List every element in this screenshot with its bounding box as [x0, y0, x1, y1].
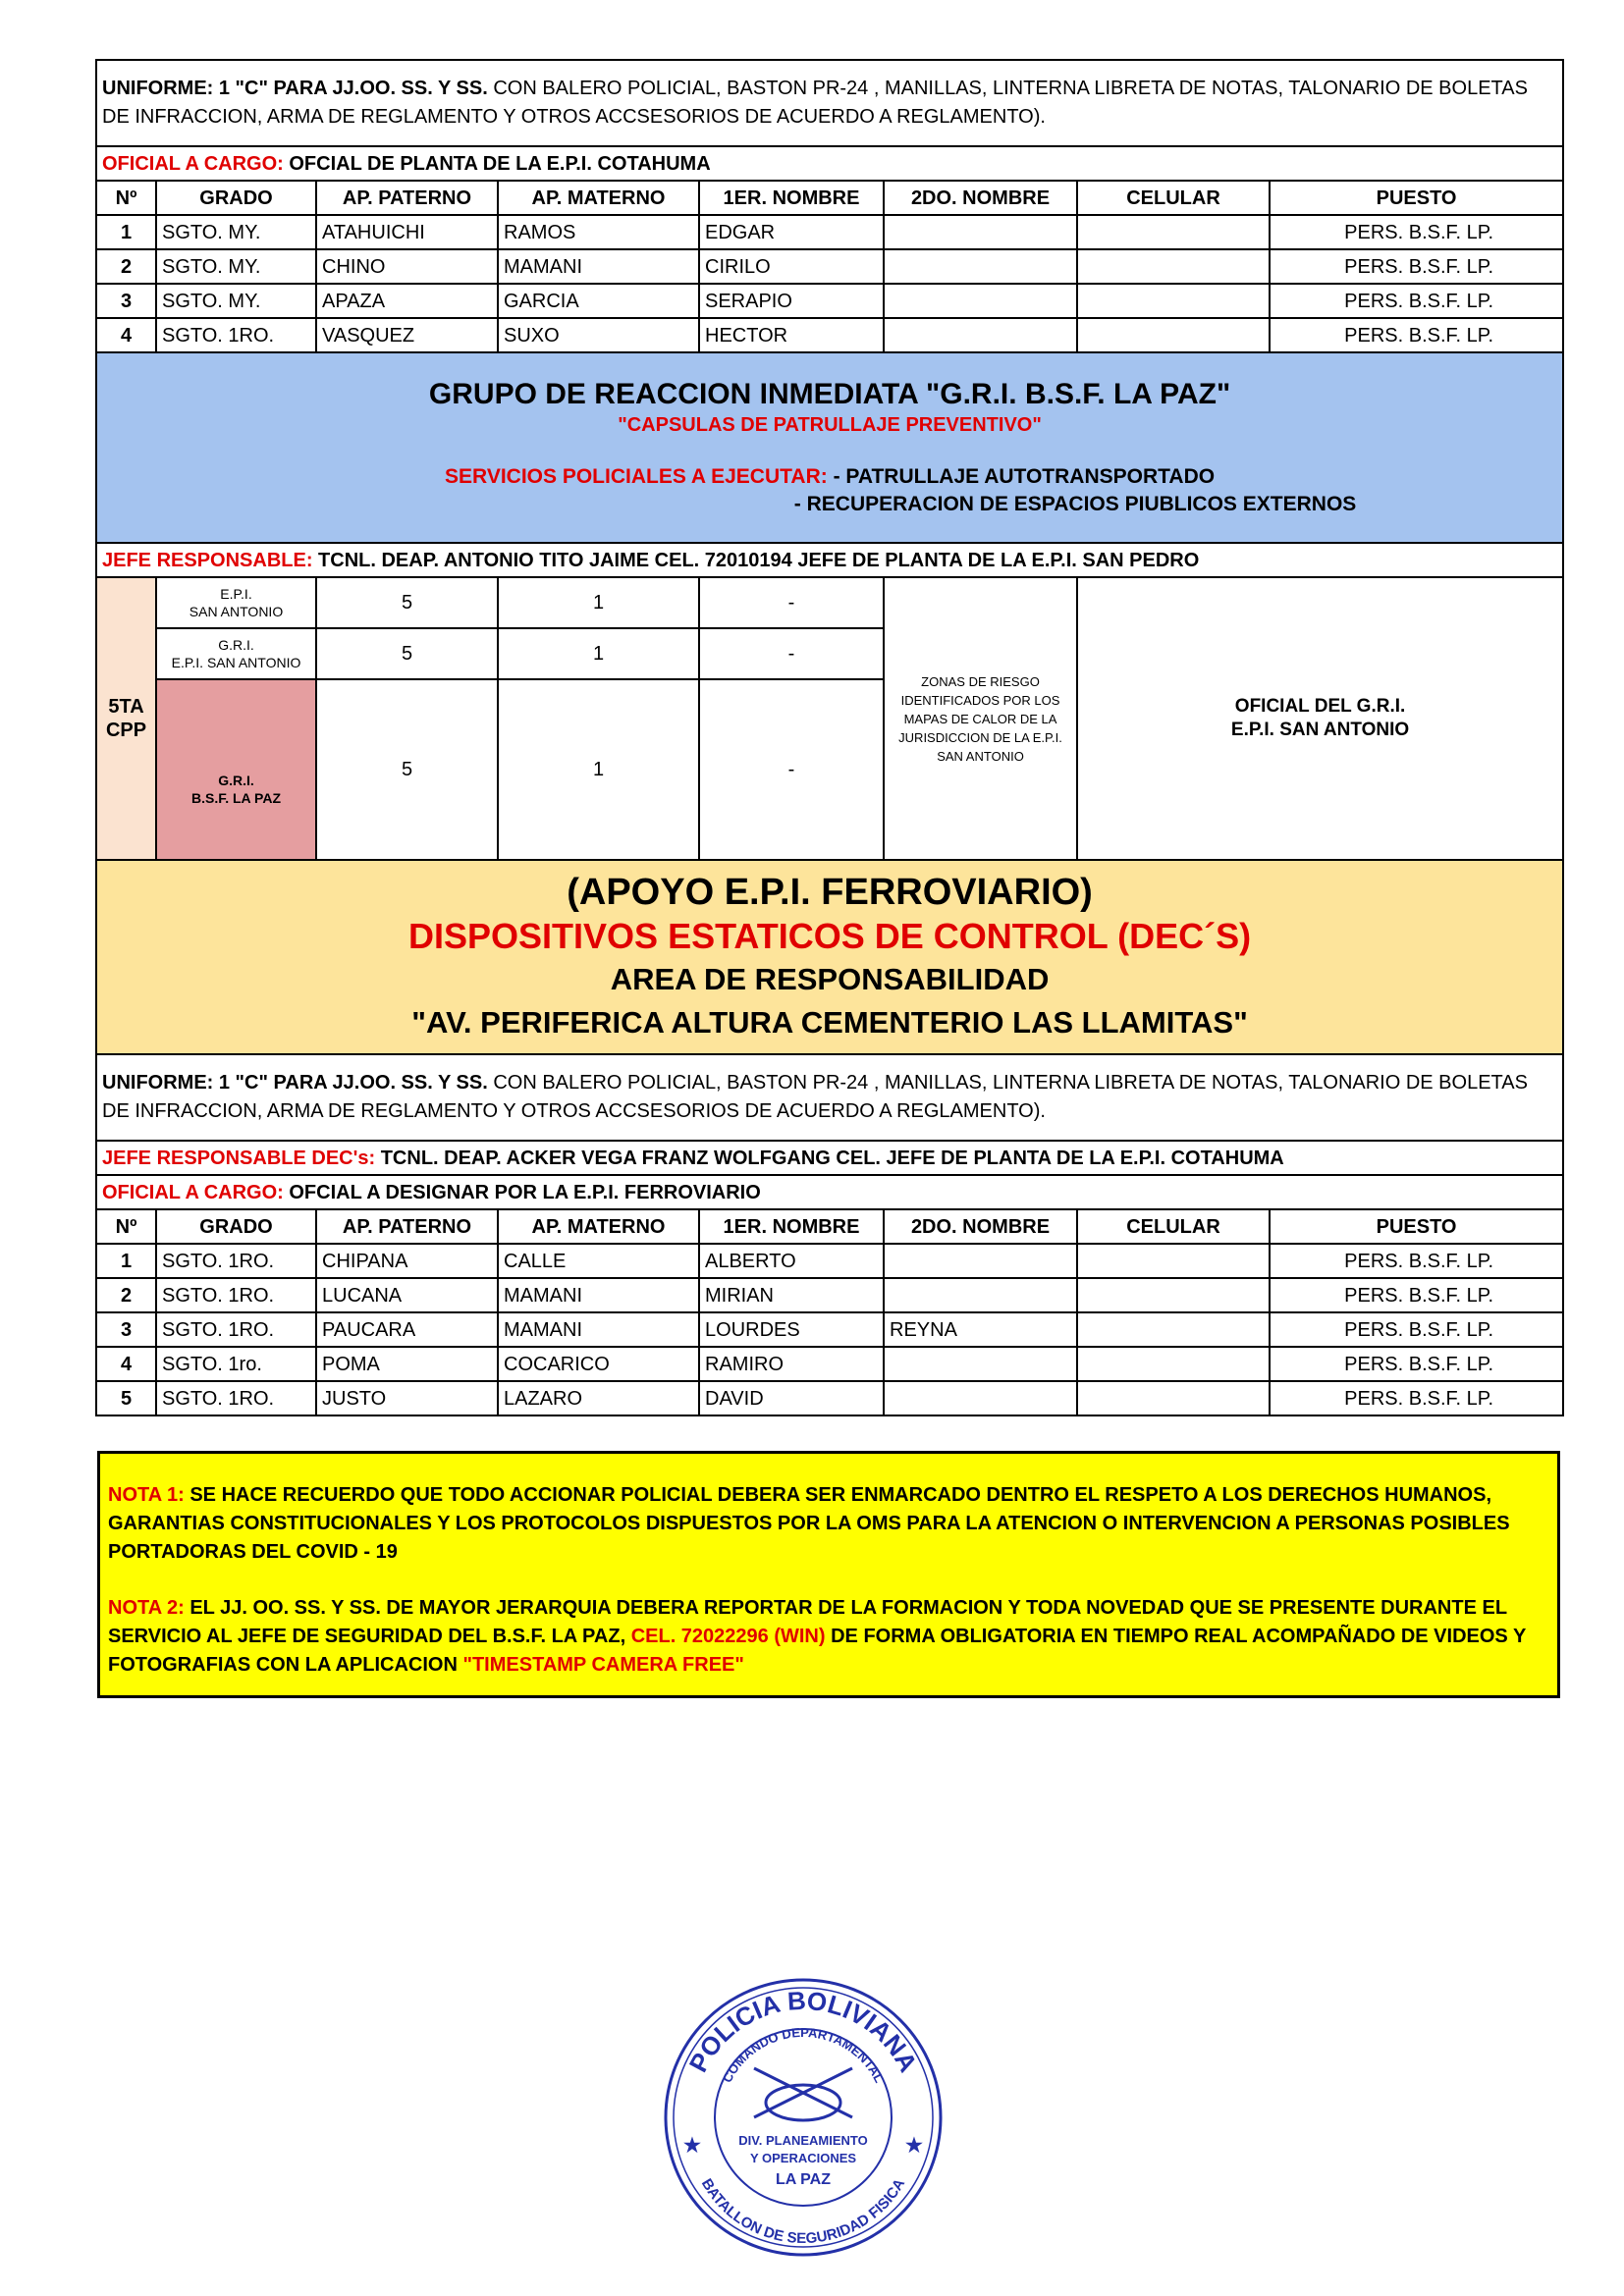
cell-celular: [1077, 284, 1270, 318]
gri-unit-3-c: -: [699, 679, 884, 860]
services-label: SERVICIOS POLICIALES A EJECUTAR:: [445, 465, 828, 488]
cell-nombre2: [884, 249, 1077, 284]
dec-officer-label: OFICIAL A CARGO:: [102, 1181, 284, 1203]
table-row: [96, 284, 1563, 318]
cell-grado: SGTO. 1RO.: [156, 1278, 316, 1312]
officer-row: [96, 146, 1563, 181]
dec-uniform-label: UNIFORME: 1 "C" PARA JJ.OO. SS. Y SS.: [102, 1072, 488, 1094]
cell-paterno: LUCANA: [316, 1278, 498, 1312]
table-row: [96, 1312, 1563, 1347]
cell-nombre1: LOURDES: [699, 1312, 884, 1347]
gri-title: GRUPO DE REACCION INMEDIATA "G.R.I. B.S.F. LA PAZ": [428, 378, 1231, 410]
notes-box: [97, 1451, 1560, 1698]
gri-chief-text: TCNL. DEAP. ANTONIO TITO JAIME CEL. 72010194 JEFE DE PLANTA DE LA E.P.I. SAN PEDRO: [312, 549, 1200, 571]
cell-n: 1: [96, 1244, 156, 1278]
header-nombre2: 2DO. NOMBRE: [884, 181, 1077, 215]
cell-grado: SGTO. 1RO.: [156, 1312, 316, 1347]
gri-chief-row: [96, 543, 1563, 577]
seal-center-3: LA PAZ: [776, 2171, 831, 2188]
cell-materno: RAMOS: [498, 215, 699, 249]
cell-celular: [1077, 1312, 1270, 1347]
header2-materno: AP. MATERNO: [498, 1209, 699, 1244]
header-n: Nº: [96, 181, 156, 215]
note-2-text-b: DE FORMA OBLIGATORIA EN TIEMPO REAL ACOMPAÑADO DE VIDEOS Y FOTOGRAFIAS CON LA APLICACION: [108, 1626, 1526, 1676]
note-2-app: "TIMESTAMP CAMERA FREE": [462, 1654, 744, 1676]
header-grado: GRADO: [156, 181, 316, 215]
cell-paterno: ATAHUICHI: [316, 215, 498, 249]
cell-materno: LAZARO: [498, 1381, 699, 1415]
dec-chief-row: [96, 1141, 1563, 1175]
cell-grado: SGTO. MY.: [156, 284, 316, 318]
cell-grado: SGTO. 1ro.: [156, 1347, 316, 1381]
gri-unit-2-a: 5: [316, 628, 498, 679]
dec-officer-text: OFCIAL A DESIGNAR POR LA E.P.I. FERROVIARIO: [283, 1181, 761, 1203]
gri-unit-1: E.P.I. SAN ANTONIO: [156, 577, 316, 628]
cell-n: 1: [96, 215, 156, 249]
cell-paterno: CHINO: [316, 249, 498, 284]
officer-text: OFCIAL DE PLANTA DE LA E.P.I. COTAHUMA: [283, 152, 711, 175]
roster-2-body: [96, 1244, 1563, 1415]
cell-celular: [1077, 249, 1270, 284]
cell-nombre2: [884, 318, 1077, 352]
service-2: - RECUPERACION DE ESPACIOS PIUBLICOS EXTERNOS: [793, 493, 1357, 515]
cell-n: 4: [96, 318, 156, 352]
header-materno: AP. MATERNO: [498, 181, 699, 215]
header2-nombre1: 1ER. NOMBRE: [699, 1209, 884, 1244]
cell-celular: [1077, 1244, 1270, 1278]
table-row: [96, 318, 1563, 352]
cell-materno: MAMANI: [498, 1312, 699, 1347]
seal-star-right-icon: ★: [905, 2135, 923, 2157]
cell-paterno: APAZA: [316, 284, 498, 318]
gri-subtitle: "CAPSULAS DE PATRULLAJE PREVENTIVO": [618, 414, 1042, 436]
table-header-2: [96, 1209, 1563, 1244]
seal-bottom-text: BATALLON DE SEGURIDAD FISICA: [697, 2175, 909, 2248]
note-1-label: NOTA 1:: [108, 1484, 185, 1506]
seal-center-1: DIV. PLANEAMIENTO: [738, 2133, 868, 2148]
oficial-gri-cell: OFICIAL DEL G.R.I. E.P.I. SAN ANTONIO: [1077, 577, 1563, 860]
dec-line-2: DISPOSITIVOS ESTATICOS DE CONTROL (DEC´S): [408, 916, 1252, 956]
cell-puesto: PERS. B.S.F. LP.: [1270, 1312, 1563, 1347]
cell-n: 4: [96, 1347, 156, 1381]
note-2-label: NOTA 2:: [108, 1597, 185, 1619]
cell-grado: SGTO. MY.: [156, 249, 316, 284]
cell-puesto: PERS. B.S.F. LP.: [1270, 1347, 1563, 1381]
roster-1-body: [96, 215, 1563, 352]
uniform-text: CON BALERO POLICIAL, BASTON PR-24 , MANILLAS, LINTERNA LIBRETA DE NOTAS, TALONARIO DE BOLETAS DE INFRACCION, ARMA DE REGLAMENTO Y OTROS ACCSESORIOS DE ACUERDO A REGLAMENTO).: [102, 78, 1528, 128]
zona-cell: ZONAS DE RIESGO IDENTIFICADOS POR LOS MAPAS DE CALOR DE LA JURISDICCION DE LA E.P.I. SAN ANTONIO: [884, 577, 1077, 860]
note-1: [108, 1481, 1549, 1567]
police-seal-stamp: [656, 1970, 950, 2265]
cell-nombre1: HECTOR: [699, 318, 884, 352]
dec-banner: [96, 860, 1563, 1054]
cell-celular: [1077, 1381, 1270, 1415]
header2-paterno: AP. PATERNO: [316, 1209, 498, 1244]
cell-materno: SUXO: [498, 318, 699, 352]
cell-nombre2: [884, 1278, 1077, 1312]
uniform-label: UNIFORME: 1 "C" PARA JJ.OO. SS. Y SS.: [102, 78, 488, 99]
cell-nombre2: [884, 1347, 1077, 1381]
cell-puesto: PERS. B.S.F. LP.: [1270, 249, 1563, 284]
cell-materno: MAMANI: [498, 249, 699, 284]
table-row: [96, 215, 1563, 249]
cell-paterno: PAUCARA: [316, 1312, 498, 1347]
cell-puesto: PERS. B.S.F. LP.: [1270, 1244, 1563, 1278]
seal-outer-text: POLICIA BOLIVIANA: [682, 1985, 924, 2077]
dec-line-3: AREA DE RESPONSABILIDAD: [610, 962, 1050, 996]
gri-unit-2-c: -: [699, 628, 884, 679]
cell-puesto: PERS. B.S.F. LP.: [1270, 1381, 1563, 1415]
seal-emblem-icon: [754, 2068, 852, 2120]
seal-star-left-icon: ★: [683, 2135, 701, 2157]
service-1: - PATRULLAJE AUTOTRANSPORTADO: [827, 465, 1216, 488]
header2-nombre2: 2DO. NOMBRE: [884, 1209, 1077, 1244]
cell-materno: CALLE: [498, 1244, 699, 1278]
cell-celular: [1077, 1347, 1270, 1381]
gri-unit-2-b: 1: [498, 628, 699, 679]
cell-nombre1: RAMIRO: [699, 1347, 884, 1381]
cell-celular: [1077, 1278, 1270, 1312]
header2-celular: CELULAR: [1077, 1209, 1270, 1244]
cell-paterno: CHIPANA: [316, 1244, 498, 1278]
cell-paterno: JUSTO: [316, 1381, 498, 1415]
gri-unit-3: G.R.I. B.S.F. LA PAZ: [156, 679, 316, 860]
dec-officer-row: [96, 1175, 1563, 1209]
cell-nombre1: MIRIAN: [699, 1278, 884, 1312]
note-2: [108, 1594, 1549, 1680]
cell-nombre2: [884, 1381, 1077, 1415]
cell-puesto: PERS. B.S.F. LP.: [1270, 318, 1563, 352]
cell-puesto: PERS. B.S.F. LP.: [1270, 1278, 1563, 1312]
dec-line-4: "AV. PERIFERICA ALTURA CEMENTERIO LAS LLAMITAS": [411, 1005, 1248, 1040]
cell-grado: SGTO. 1RO.: [156, 1381, 316, 1415]
cell-nombre1: CIRILO: [699, 249, 884, 284]
dec-chief-text: TCNL. DEAP. ACKER VEGA FRANZ WOLFGANG CEL. JEFE DE PLANTA DE LA E.P.I. COTAHUMA: [375, 1147, 1284, 1169]
cell-nombre1: SERAPIO: [699, 284, 884, 318]
gri-unit-3-b: 1: [498, 679, 699, 860]
cell-materno: GARCIA: [498, 284, 699, 318]
header-nombre1: 1ER. NOMBRE: [699, 181, 884, 215]
cell-nombre1: DAVID: [699, 1381, 884, 1415]
note-2-text-a: EL JJ. OO. SS. Y SS. DE MAYOR JERARQUIA DEBERA REPORTAR DE LA FORMACION Y TODA NOVEDAD QUE SE PRESENTE DURANTE EL SERVICIO AL JEFE DE SEGURIDAD DEL B.S.F. LA PAZ,: [108, 1597, 1507, 1647]
cell-grado: SGTO. 1RO.: [156, 318, 316, 352]
cell-puesto: PERS. B.S.F. LP.: [1270, 284, 1563, 318]
dec-chief-label: JEFE RESPONSABLE DEC's:: [102, 1147, 376, 1169]
note-2-phone: CEL. 72022296 (WIN): [630, 1626, 826, 1647]
cell-nombre2: [884, 284, 1077, 318]
cell-nombre2: [884, 1244, 1077, 1278]
header2-n: Nº: [96, 1209, 156, 1244]
table-row: [96, 1347, 1563, 1381]
gri-chief-label: JEFE RESPONSABLE:: [102, 549, 313, 571]
seal-ring-text: COMANDO DEPARTAMENTAL: [719, 2024, 888, 2086]
unit-cell: 5TA CPP: [96, 577, 156, 860]
header-celular: CELULAR: [1077, 181, 1270, 215]
gri-unit-1-a: 5: [316, 577, 498, 628]
cell-nombre2: REYNA: [884, 1312, 1077, 1347]
gri-unit-1-b: 1: [498, 577, 699, 628]
header-puesto: PUESTO: [1270, 181, 1563, 215]
table-header: [96, 181, 1563, 215]
dec-uniform-text: CON BALERO POLICIAL, BASTON PR-24 , MANILLAS, LINTERNA LIBRETA DE NOTAS, TALONARIO DE BOLETAS DE INFRACCION, ARMA DE REGLAMENTO Y OTROS ACCSESORIOS DE ACUERDO A REGLAMENTO).: [102, 1072, 1528, 1122]
cell-celular: [1077, 318, 1270, 352]
cell-grado: SGTO. 1RO.: [156, 1244, 316, 1278]
cell-paterno: VASQUEZ: [316, 318, 498, 352]
cell-puesto: PERS. B.S.F. LP.: [1270, 215, 1563, 249]
dec-line-1: (APOYO E.P.I. FERROVIARIO): [567, 872, 1093, 913]
cell-materno: MAMANI: [498, 1278, 699, 1312]
cell-paterno: POMA: [316, 1347, 498, 1381]
dec-uniform-row: [96, 1054, 1563, 1141]
seal-center-2: Y OPERACIONES: [749, 2151, 857, 2165]
header2-grado: GRADO: [156, 1209, 316, 1244]
cell-n: 2: [96, 1278, 156, 1312]
cell-nombre2: [884, 215, 1077, 249]
officer-label: OFICIAL A CARGO:: [102, 152, 284, 175]
header-paterno: AP. PATERNO: [316, 181, 498, 215]
cell-n: 5: [96, 1381, 156, 1415]
gri-unit-1-c: -: [699, 577, 884, 628]
cell-nombre1: ALBERTO: [699, 1244, 884, 1278]
document: [95, 59, 1562, 1416]
cell-n: 2: [96, 249, 156, 284]
cell-nombre1: EDGAR: [699, 215, 884, 249]
gri-banner: [96, 352, 1563, 543]
table-row: [96, 1278, 1563, 1312]
gri-unit-3-a: 5: [316, 679, 498, 860]
table-row: [96, 1244, 1563, 1278]
table-row: [96, 1381, 1563, 1415]
header2-puesto: PUESTO: [1270, 1209, 1563, 1244]
gri-unit-2: G.R.I. E.P.I. SAN ANTONIO: [156, 628, 316, 679]
cell-n: 3: [96, 1312, 156, 1347]
cell-celular: [1077, 215, 1270, 249]
note-1-text: SE HACE RECUERDO QUE TODO ACCIONAR POLICIAL DEBERA SER ENMARCADO DENTRO EL RESPETO A LOS DERECHOS HUMANOS, GARANTIAS CONSTITUCIONALES Y LOS PROTOCOLOS DISPUESTOS POR LA OMS PARA LA ATENCION O INTERVENCION A PERSONAS POSIBLES PORTADORAS DEL COVID - 19: [108, 1484, 1510, 1563]
cell-n: 3: [96, 284, 156, 318]
uniform-row: [96, 60, 1563, 146]
cell-grado: SGTO. MY.: [156, 215, 316, 249]
cell-materno: COCARICO: [498, 1347, 699, 1381]
table-row: [96, 249, 1563, 284]
roster-table: [95, 59, 1564, 1416]
